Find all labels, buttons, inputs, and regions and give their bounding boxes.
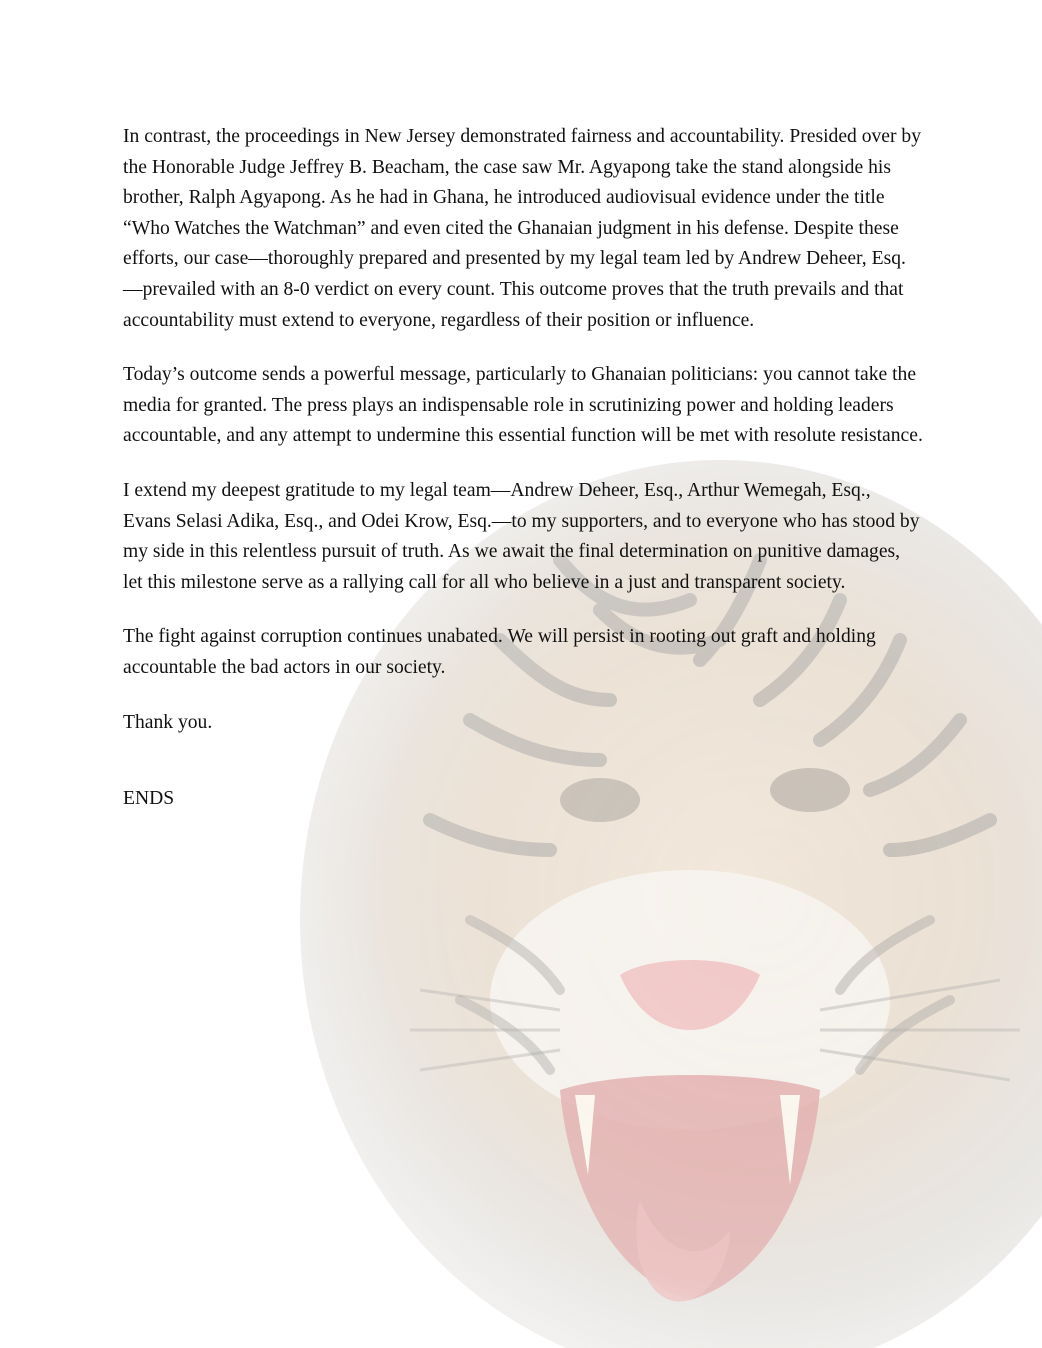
paragraph: The fight against corruption continues unabated. We will persist in rooting out graft and holding accountable the bad actors in our society. xyxy=(123,626,876,678)
paragraph: In contrast, the proceedings in New Jersey demonstrated fairness and accountability. Presided over by the Honorable Judge Jeffrey B. Beacham, the case saw Mr. Agyapong take the stand alongside his brother, Ralph Agyapong. As he had in Ghana, he introduced audiovisual evidence under the title “Who Watches the Watchman” and even cited the Ghanaian judgment in his defense. Despite these efforts, our case—thoroughly prepared and presented by my legal team led by Andrew Deheer, Esq.—prevailed with an 8-0 verdict on every count. This outcome proves that the truth prevails and that accountability must extend to everyone, regardless of their position or influence. xyxy=(123,126,922,331)
closing-thanks: Thank you. xyxy=(123,711,213,733)
paragraph: Today’s outcome sends a powerful message, particularly to Ghanaian politicians: you cannot take the media for granted. The press plays an indispensable role in scrutinizing power and holding leaders accountable, and any attempt to undermine this essential function will be met with resolute resistance. xyxy=(123,364,923,447)
paragraph: I extend my deepest gratitude to my legal team—Andrew Deheer, Esq., Arthur Wemegah, Esq., Evans Selasi Adika, Esq., and Odei Krow, Esq.—to my supporters, and to everyone who has stood by my side in this relentless pursuit of truth. As we await the final determination on punitive damages, let this milestone serve as a rallying call for all who believe in a just and transparent society. xyxy=(123,479,920,593)
document-body xyxy=(123,122,923,845)
ends-marker: ENDS xyxy=(123,788,175,810)
